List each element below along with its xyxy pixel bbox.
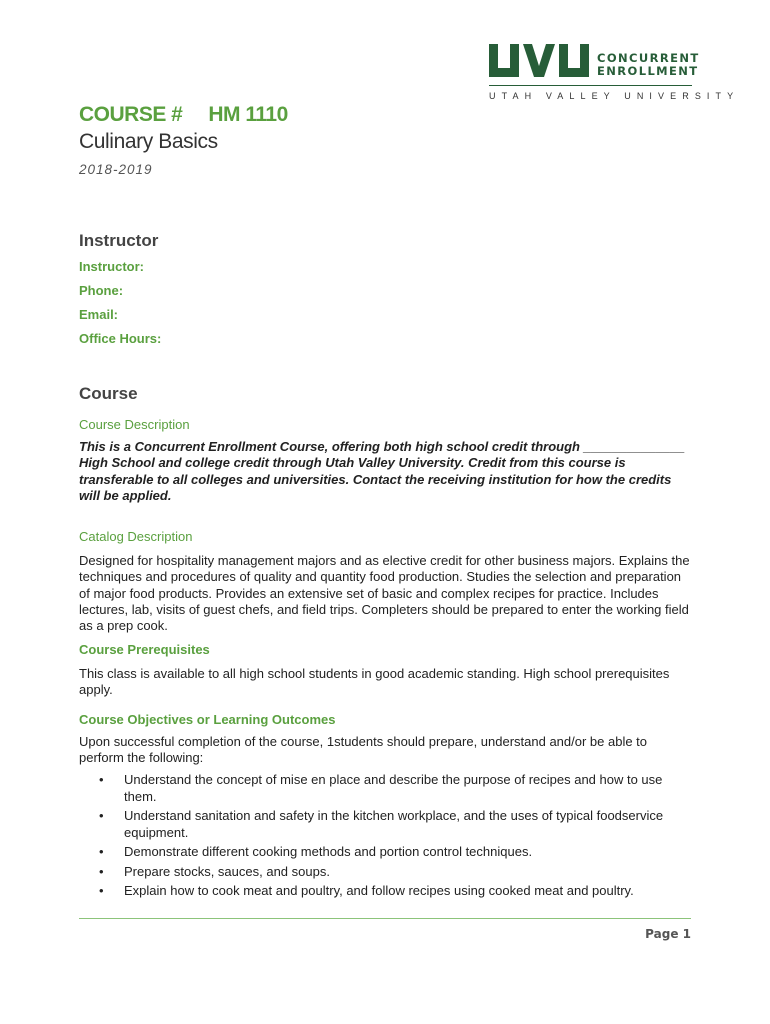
logo-university-name: UTAH VALLEY UNIVERSITY <box>489 91 740 101</box>
list-item: • Understand sanitation and safety in the kitchen workplace, and the uses of typical foodservice equipment. <box>79 808 691 841</box>
course-label: COURSE # <box>79 103 183 126</box>
course-objectives-heading: Course Objectives or Learning Outcomes <box>79 712 336 727</box>
course-prerequisites-heading: Course Prerequisites <box>79 642 210 657</box>
logo-line-2: ENROLLMENT <box>597 64 699 78</box>
list-item: • Understand the concept of mise en place and describe the purpose of recipes and how to use them. <box>79 772 691 805</box>
instructor-field-label: Instructor: <box>79 259 144 274</box>
catalog-description-heading: Catalog Description <box>79 529 193 544</box>
office-hours-field-label: Office Hours: <box>79 331 162 346</box>
course-objectives-intro: Upon successful completion of the course, 1students should prepare, understand and/or be able to perform the following: <box>79 734 648 766</box>
academic-year: 2018-2019 <box>79 162 153 177</box>
course-description-text: This is a Concurrent Enrollment Course, offering both high school credit through ______________ High School and college credit through Utah Valley University. Credit from this course is transferable to all colleges and universities. Contact the receiving institution for how the credits will be applied. <box>79 439 685 503</box>
course-heading: Course <box>79 384 138 403</box>
course-prerequisites-text: This class is available to all high school students in good academic standing. High school prerequisites apply. <box>79 666 670 698</box>
logo-divider <box>489 85 692 86</box>
uvu-logo-mark <box>489 44 589 80</box>
instructor-heading: Instructor <box>79 231 159 250</box>
course-description-heading: Course Description <box>79 417 190 432</box>
phone-field-label: Phone: <box>79 283 124 298</box>
logo-line-1: CONCURRENT <box>597 51 700 65</box>
learning-outcomes-list <box>79 772 691 903</box>
course-title: Culinary Basics <box>79 130 218 153</box>
course-number: HM 1110 <box>208 103 288 126</box>
footer-divider <box>79 918 691 919</box>
list-item: • Prepare stocks, sauces, and soups. <box>79 864 691 881</box>
course-number-line <box>79 103 288 127</box>
email-field-label: Email: <box>79 307 119 322</box>
uvu-concurrent-enrollment-logo <box>489 44 740 104</box>
page-number: Page 1 <box>645 927 691 941</box>
list-item: • Explain how to cook meat and poultry, and follow recipes using cooked meat and poultry. <box>79 883 691 900</box>
logo-wordmark <box>597 52 700 78</box>
list-item: • Demonstrate different cooking methods and portion control techniques. <box>79 844 691 861</box>
catalog-description-text: Designed for hospitality management majors and as elective credit for other business majors. Explains the techniques and procedures of quality and quantity food production. Studies the selection and preparation of major food products. Provides an extensive set of basic and complex recipes for practice. Includes lectures, lab, visits of guest chefs, and field trips. Completers should be prepared to enter the working field as a prep cook. <box>79 553 690 634</box>
